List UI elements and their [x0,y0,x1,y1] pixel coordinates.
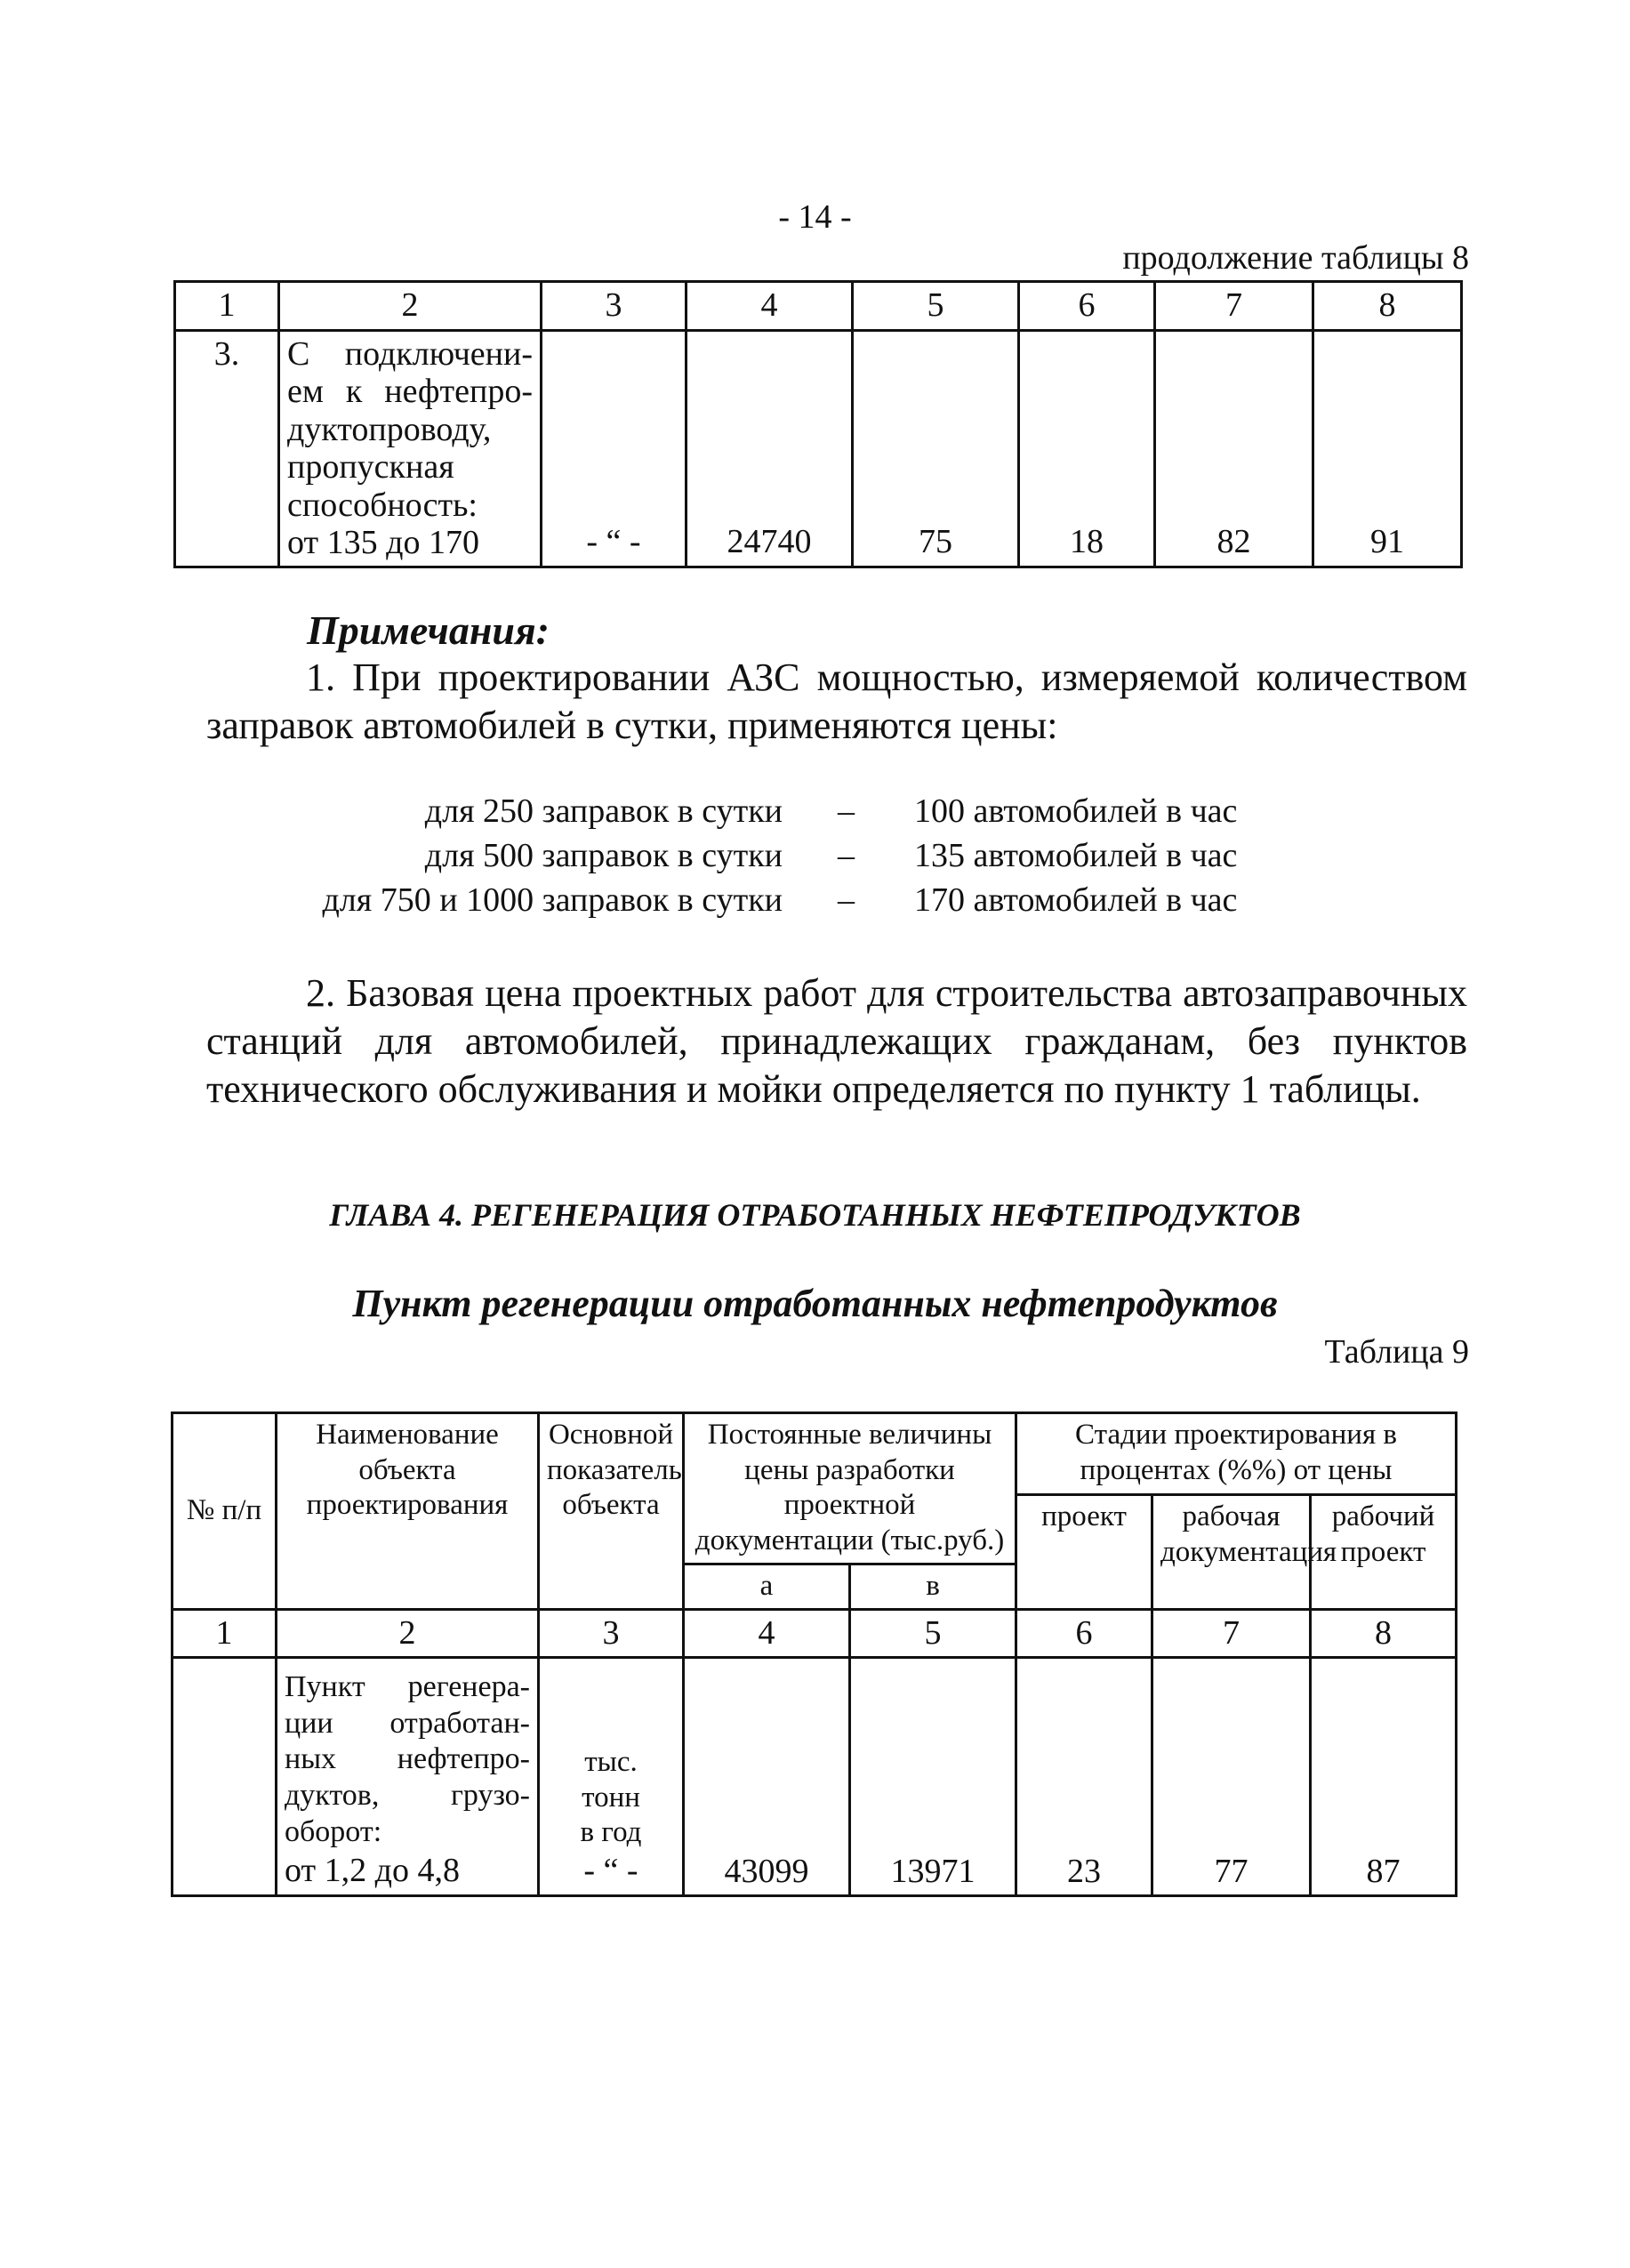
chapter-title: ГЛАВА 4. РЕГЕНЕРАЦИЯ ОТРАБОТАННЫХ НЕФТЕПРОДУКТОВ [329,1197,1301,1233]
object-name-line: пропускная [287,448,454,487]
col-number: 6 [1016,1609,1152,1658]
note-1: 1. При проектировании АЗС мощностью, измеряемой количеством заправок автомобилей в сутки, применяются цены: [206,655,1467,748]
ratio-right: 135 автомобилей в час [914,837,1238,874]
col-number: 1 [173,1609,277,1658]
value-a: 24740 [687,330,853,567]
notes-title: Примечания: [307,607,550,653]
col-number: 2 [279,282,542,331]
object-name-line: способность: [287,486,478,524]
table-9-caption: Таблица 9 [1324,1333,1469,1371]
value-work-doc: 77 [1152,1658,1311,1896]
col-number: 1 [175,282,279,331]
col-number: 7 [1152,1609,1311,1658]
object-name-line: дуктов, грузо- [285,1779,530,1813]
object-name-line: от 135 до 170 [287,524,479,562]
col-number: 5 [853,282,1019,331]
col-number: 4 [687,282,853,331]
ratio-dash: – [838,881,855,919]
object-name-line: дуктопроводу, [287,410,492,448]
ratio-left: для 250 заправок в сутки [424,792,783,830]
ratio-dash: – [838,837,855,874]
indicator-line: - “ - [583,1851,638,1889]
table-row [173,1658,1457,1896]
ratio-row [0,792,1630,834]
value-work-project: 91 [1313,330,1462,567]
continuation-caption: продолжение таблицы 8 [1122,239,1469,277]
table-9-header-row-1 [173,1413,1457,1495]
indicator-line: тонн [582,1781,640,1814]
indicator-value [539,1658,684,1896]
ratio-right: 170 автомобилей в час [914,881,1238,919]
table-9 [171,1411,1457,1897]
col-number: 8 [1311,1609,1457,1658]
object-name [279,330,542,567]
value-a: 43099 [684,1658,850,1896]
header-project: проект [1016,1495,1152,1610]
col-number: 3 [542,282,687,331]
object-name [277,1658,539,1896]
header-col-a: а [684,1564,850,1610]
note-2: 2. Базовая цена проектных работ для строительства автозаправочных станций для автомобилей, принадлежащих гражданам, без пунктов технического обслуживания и мойки определяется по пункту 1 таблицы. [206,971,1467,1112]
indicator-value: - “ - [542,330,687,567]
ratio-dash: – [838,792,855,830]
header-indicator: Основной показатель объекта [539,1413,684,1610]
object-name-line: ем к нефтепро- [287,373,533,411]
value-b: 13971 [850,1658,1016,1896]
ratio-row [0,836,1630,879]
header-constants: Постоянные величины цены разработки проектной документации (тыс.руб.) [684,1413,1016,1564]
table-9-col-numbers [173,1609,1457,1658]
header-work-doc: рабочая документация [1152,1495,1311,1610]
section-subtitle: Пункт регенерации отработанных нефтепродуктов [352,1282,1278,1325]
ratio-left: для 500 заправок в сутки [424,837,783,874]
col-number: 4 [684,1609,850,1658]
col-number: 5 [850,1609,1016,1658]
col-number: 8 [1313,282,1462,331]
indicator-line: тыс. [584,1745,638,1778]
object-name-line: оборот: [285,1814,382,1848]
object-name-line: С подключени- [287,334,533,373]
col-number: 3 [539,1609,684,1658]
row-number [173,1658,277,1896]
object-name-line: Пункт регенера- [285,1669,530,1703]
object-name-line: ных нефтепро- [285,1742,530,1776]
header-work-project: рабочий проект [1311,1495,1457,1610]
value-work-doc: 82 [1155,330,1313,567]
page-number: - 14 - [778,198,852,236]
ratio-row [0,881,1630,923]
object-name-line: ции отработан- [285,1706,530,1740]
header-col-b: в [850,1564,1016,1610]
col-number: 7 [1155,282,1313,331]
row-number: 3. [175,330,279,567]
table-8 [173,280,1463,568]
indicator-line: в год [580,1816,642,1849]
col-number: 6 [1019,282,1155,331]
value-b: 75 [853,330,1019,567]
header-stages: Стадии проектирования в процентах (%%) от цены [1016,1413,1457,1495]
ratio-right: 100 автомобилей в час [914,792,1238,830]
header-num: № п/п [173,1413,277,1610]
table-row [175,330,1462,567]
object-name-line: от 1,2 до 4,8 [285,1851,460,1889]
value-project: 18 [1019,330,1155,567]
col-number: 2 [277,1609,539,1658]
value-project: 23 [1016,1658,1152,1896]
ratio-left: для 750 и 1000 заправок в сутки [322,881,783,919]
value-work-project: 87 [1311,1658,1457,1896]
header-name: Наименование объекта проектирования [277,1413,539,1610]
table-8-col-numbers [175,282,1462,331]
